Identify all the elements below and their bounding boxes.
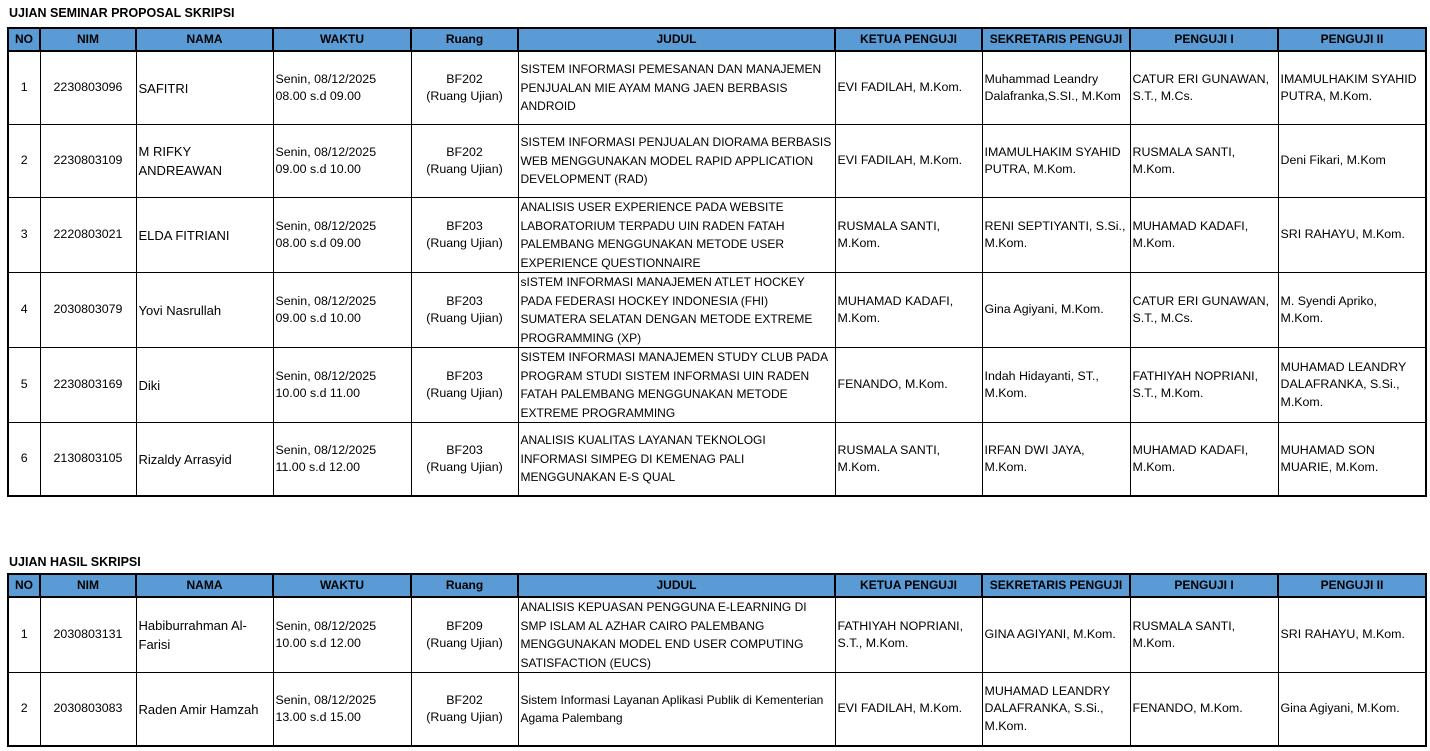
room-cell [411,198,518,273]
time-cell [273,198,411,273]
room-code: BF202 [446,144,483,159]
room-code: BF202 [446,692,483,707]
time-cell [273,423,411,497]
room-code: BF203 [446,218,483,233]
ketua-penguji-cell: RUSMALA SANTI, M.Kom. [835,423,982,497]
name-cell: M RIFKY ANDREAWAN [136,125,273,198]
table-row [8,348,1426,423]
title-cell: sISTEM INFORMASI MANAJEMEN ATLET HOCKEY PADA FEDERASI HOCKEY INDONESIA (FHI) SUMATERA SELATAN DENGAN METODE EXTREME PROGRAMMING (XP) [518,273,835,348]
title-cell: SISTEM INFORMASI MANAJEMEN STUDY CLUB PADA PROGRAM STUDI SISTEM INFORMASI UIN RADEN FATAH PALEMBANG MENGGUNAKAN METODE EXTREME PROGRAMMING [518,348,835,423]
seminar-proposal-table [7,27,1427,497]
nim-cell: 2030803083 [40,673,136,747]
room-note: (Ruang Ujian) [426,236,503,250]
room-cell [411,673,518,747]
header-ruang: Ruang [411,574,518,597]
no-cell: 4 [8,273,40,348]
ketua-penguji-cell: FENANDO, M.Kom. [835,348,982,423]
exam-hours: 11.00 s.d 12.00 [275,460,361,474]
exam-hours: 08.00 s.d 09.00 [275,89,361,103]
exam-date: Senin, 08/12/2025 [275,144,377,159]
header-ruang: Ruang [411,28,518,51]
room-note: (Ruang Ujian) [426,710,503,724]
room-note: (Ruang Ujian) [426,636,503,650]
table-row [8,125,1426,198]
title-cell: ANALISIS KEPUASAN PENGGUNA E-LEARNING DI SMP ISLAM AL AZHAR CAIRO PALEMBANG MENGGUNAKAN MODEL END USER COMPUTING SATISFACTION (EUCS) [518,597,835,673]
penguji-1-cell: FENANDO, M.Kom. [1130,673,1278,747]
exam-hours: 10.00 s.d 11.00 [275,386,361,400]
sekretaris-penguji-cell: IRFAN DWI JAYA, M.Kom. [982,423,1130,497]
header-penguji-2: PENGUJI II [1278,574,1426,597]
exam-date: Senin, 08/12/2025 [275,368,377,383]
nim-cell: 2230803096 [40,51,136,125]
ketua-penguji-cell: EVI FADILAH, M.Kom. [835,673,982,747]
table-row [8,673,1426,747]
room-note: (Ruang Ujian) [426,311,503,325]
table-row [8,597,1426,673]
room-code: BF202 [446,71,483,86]
time-cell [273,673,411,747]
header-no: NO [8,28,40,51]
ketua-penguji-cell: EVI FADILAH, M.Kom. [835,125,982,198]
title-cell: Sistem Informasi Layanan Aplikasi Publik di Kementerian Agama Palembang [518,673,835,747]
no-cell: 2 [8,125,40,198]
sekretaris-penguji-cell: GINA AGIYANI, M.Kom. [982,597,1130,673]
nim-cell: 2130803105 [40,423,136,497]
penguji-1-cell: FATHIYAH NOPRIANI, S.T., M.Kom. [1130,348,1278,423]
exam-date: Senin, 08/12/2025 [275,218,377,233]
header-waktu: WAKTU [273,574,411,597]
header-ketua-penguji: KETUA PENGUJI [835,28,982,51]
hasil-skripsi-table [7,573,1427,747]
exam-date: Senin, 08/12/2025 [275,71,377,86]
table-header-row [8,28,1426,51]
section-title-seminar-proposal: UJIAN SEMINAR PROPOSAL SKRIPSI [9,6,235,20]
penguji-2-cell: SRI RAHAYU, M.Kom. [1278,198,1426,273]
name-cell: Raden Amir Hamzah [136,673,273,747]
penguji-2-cell: Gina Agiyani, M.Kom. [1278,673,1426,747]
header-nama: NAMA [136,28,273,51]
header-penguji-1: PENGUJI I [1130,28,1278,51]
name-cell: ELDA FITRIANI [136,198,273,273]
room-note: (Ruang Ujian) [426,386,503,400]
penguji-2-cell: M. Syendi Apriko, M.Kom. [1278,273,1426,348]
exam-hours: 08.00 s.d 09.00 [275,236,361,250]
name-cell: Diki [136,348,273,423]
exam-date: Senin, 08/12/2025 [275,618,377,633]
header-nim: NIM [40,28,136,51]
penguji-2-cell: SRI RAHAYU, M.Kom. [1278,597,1426,673]
room-note: (Ruang Ujian) [426,89,503,103]
ketua-penguji-cell: MUHAMAD KADAFI, M.Kom. [835,273,982,348]
sekretaris-penguji-cell: IMAMULHAKIM SYAHID PUTRA, M.Kom. [982,125,1130,198]
room-cell [411,51,518,125]
room-cell [411,273,518,348]
penguji-1-cell: RUSMALA SANTI, M.Kom. [1130,125,1278,198]
name-cell: Habiburrahman Al-Farisi [136,597,273,673]
time-cell [273,348,411,423]
sekretaris-penguji-cell: RENI SEPTIYANTI, S.Si., M.Kom. [982,198,1130,273]
exam-hours: 09.00 s.d 10.00 [275,162,361,176]
room-cell [411,348,518,423]
header-judul: JUDUL [518,28,835,51]
exam-date: Senin, 08/12/2025 [275,692,377,707]
penguji-1-cell: MUHAMAD KADAFI, M.Kom. [1130,423,1278,497]
header-penguji-1: PENGUJI I [1130,574,1278,597]
title-cell: ANALISIS KUALITAS LAYANAN TEKNOLOGI INFORMASI SIMPEG DI KEMENAG PALI MENGGUNAKAN E-S QUAL [518,423,835,497]
header-ketua-penguji: KETUA PENGUJI [835,574,982,597]
time-cell [273,273,411,348]
sekretaris-penguji-cell: MUHAMAD LEANDRY DALAFRANKA, S.Si., M.Kom. [982,673,1130,747]
exam-hours: 10.00 s.d 12.00 [275,636,361,650]
room-cell [411,423,518,497]
name-cell: SAFITRI [136,51,273,125]
table-row [8,423,1426,497]
nim-cell: 2030803131 [40,597,136,673]
exam-hours: 13.00 s.d 15.00 [275,710,361,724]
time-cell [273,125,411,198]
nim-cell: 2230803169 [40,348,136,423]
header-waktu: WAKTU [273,28,411,51]
table-row [8,198,1426,273]
penguji-2-cell: MUHAMAD LEANDRY DALAFRANKA, S.Si., M.Kom. [1278,348,1426,423]
penguji-2-cell: Deni Fikari, M.Kom [1278,125,1426,198]
no-cell: 1 [8,597,40,673]
room-code: BF203 [446,368,483,383]
room-code: BF203 [446,442,483,457]
room-note: (Ruang Ujian) [426,162,503,176]
penguji-2-cell: IMAMULHAKIM SYAHID PUTRA, M.Kom. [1278,51,1426,125]
time-cell [273,51,411,125]
sekretaris-penguji-cell: Gina Agiyani, M.Kom. [982,273,1130,348]
title-cell: SISTEM INFORMASI PENJUALAN DIORAMA BERBASIS WEB MENGGUNAKAN MODEL RAPID APPLICATION DEVELOPMENT (RAD) [518,125,835,198]
exam-hours: 09.00 s.d 10.00 [275,311,361,325]
nim-cell: 2220803021 [40,198,136,273]
table-row [8,51,1426,125]
table-row [8,273,1426,348]
header-penguji-2: PENGUJI II [1278,28,1426,51]
no-cell: 5 [8,348,40,423]
name-cell: Rizaldy Arrasyid [136,423,273,497]
sekretaris-penguji-cell: Indah Hidayanti, ST., M.Kom. [982,348,1130,423]
name-cell: Yovi Nasrullah [136,273,273,348]
no-cell: 3 [8,198,40,273]
exam-date: Senin, 08/12/2025 [275,293,377,308]
time-cell [273,597,411,673]
exam-date: Senin, 08/12/2025 [275,442,377,457]
no-cell: 1 [8,51,40,125]
nim-cell: 2230803109 [40,125,136,198]
nim-cell: 2030803079 [40,273,136,348]
section-title-hasil-skripsi: UJIAN HASIL SKRIPSI [9,555,141,569]
table-header-row [8,574,1426,597]
title-cell: ANALISIS USER EXPERIENCE PADA WEBSITE LABORATORIUM TERPADU UIN RADEN FATAH PALEMBANG MENGGUNAKAN METODE USER EXPERIENCE QUESTIONNAIRE [518,198,835,273]
room-note: (Ruang Ujian) [426,460,503,474]
room-cell [411,125,518,198]
title-cell: SISTEM INFORMASI PEMESANAN DAN MANAJEMEN PENJUALAN MIE AYAM MANG JAEN BERBASIS ANDROID [518,51,835,125]
ketua-penguji-cell: RUSMALA SANTI, M.Kom. [835,198,982,273]
penguji-1-cell: RUSMALA SANTI, M.Kom. [1130,597,1278,673]
ketua-penguji-cell: EVI FADILAH, M.Kom. [835,51,982,125]
header-judul: JUDUL [518,574,835,597]
no-cell: 2 [8,673,40,747]
sekretaris-penguji-cell: Muhammad Leandry Dalafranka,S.SI., M.Kom [982,51,1130,125]
room-code: BF209 [446,618,483,633]
penguji-1-cell: CATUR ERI GUNAWAN, S.T., M.Cs. [1130,273,1278,348]
ketua-penguji-cell: FATHIYAH NOPRIANI, S.T., M.Kom. [835,597,982,673]
room-code: BF203 [446,293,483,308]
penguji-1-cell: CATUR ERI GUNAWAN, S.T., M.Cs. [1130,51,1278,125]
header-sekretaris-penguji: SEKRETARIS PENGUJI [982,574,1130,597]
penguji-2-cell: MUHAMAD SON MUARIE, M.Kom. [1278,423,1426,497]
penguji-1-cell: MUHAMAD KADAFI, M.Kom. [1130,198,1278,273]
header-nim: NIM [40,574,136,597]
no-cell: 6 [8,423,40,497]
header-nama: NAMA [136,574,273,597]
header-no: NO [8,574,40,597]
room-cell [411,597,518,673]
header-sekretaris-penguji: SEKRETARIS PENGUJI [982,28,1130,51]
